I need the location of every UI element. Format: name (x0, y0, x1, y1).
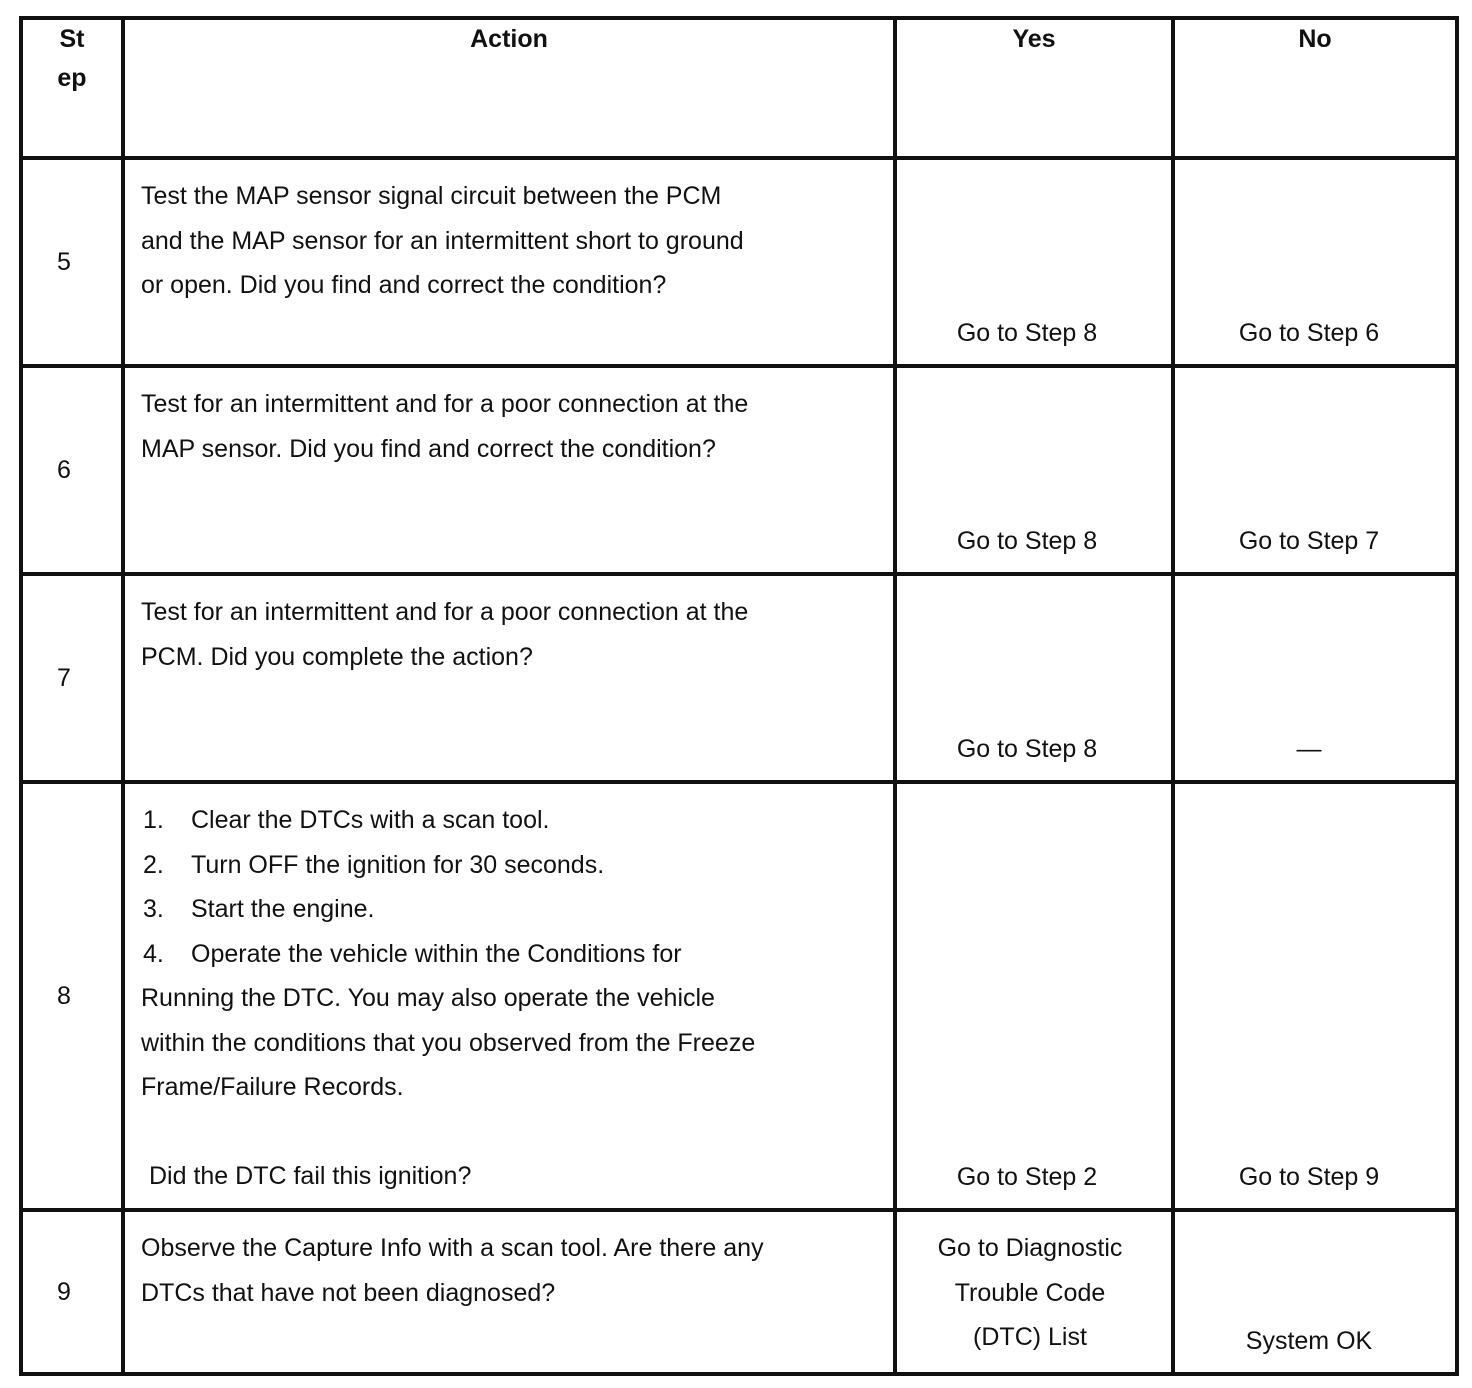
action-line: Test for an intermittent and for a poor connection at the (141, 390, 749, 418)
yes-line: Trouble Code (954, 1278, 1106, 1307)
table-row (21, 158, 1457, 366)
action-line: Test for an intermittent and for a poor connection at the (141, 598, 749, 626)
list-number: 4. (143, 939, 164, 968)
action-line: and the MAP sensor for an intermittent short to ground (141, 226, 744, 255)
step-number: 8 (21, 782, 123, 1210)
list-text: Clear the DTCs with a scan tool. (191, 806, 550, 834)
action-line: DTCs that have not been diagnosed? (141, 1278, 556, 1307)
action-line: MAP sensor. Did you find and correct the condition? (141, 434, 716, 463)
table-row (21, 366, 1457, 574)
list-item (141, 887, 893, 932)
list-number: 1. (143, 806, 164, 834)
table-row (21, 574, 1457, 782)
list-item (141, 843, 893, 888)
no-cell: System OK (1173, 1210, 1457, 1374)
yes-header: Yes (895, 18, 1173, 158)
step-header-line1: St (59, 25, 85, 53)
list-item (141, 798, 893, 843)
action-line: Running the DTC. You may also operate the vehicle (141, 984, 715, 1012)
step-number: 9 (21, 1210, 123, 1374)
list-item (141, 932, 893, 977)
yes-line: (DTC) List (973, 1323, 1087, 1351)
step-header-line2: ep (57, 64, 87, 92)
action-line: within the conditions that you observed from the Freeze (141, 1028, 756, 1057)
step-header (21, 18, 123, 158)
list-text: Turn OFF the ignition for 30 seconds. (191, 850, 605, 879)
yes-line: Go to Diagnostic (937, 1234, 1123, 1262)
no-cell: Go to Step 9 (1173, 782, 1457, 1210)
action-cell (123, 366, 895, 574)
step-number: 5 (21, 158, 123, 366)
no-cell: — (1173, 574, 1457, 782)
spacer (141, 1110, 893, 1155)
yes-cell: Go to Step 8 (895, 574, 1173, 782)
list-text: Start the engine. (191, 895, 375, 923)
yes-cell (895, 1210, 1173, 1374)
action-header: Action (123, 18, 895, 158)
action-cell (123, 782, 895, 1210)
action-line: or open. Did you find and correct the condition? (141, 271, 667, 299)
step-number: 6 (21, 366, 123, 574)
table-row (21, 782, 1457, 1210)
diagnostic-table (19, 16, 1459, 1376)
action-question: Did the DTC fail this ignition? (149, 1162, 472, 1190)
no-header: No (1173, 18, 1457, 158)
yes-cell: Go to Step 2 (895, 782, 1173, 1210)
list-text: Operate the vehicle within the Conditions for (191, 939, 682, 968)
no-cell: Go to Step 7 (1173, 366, 1457, 574)
action-line: Observe the Capture Info with a scan tool. Are there any (141, 1234, 764, 1262)
list-number: 3. (143, 895, 164, 923)
list-number: 2. (143, 850, 164, 879)
action-cell (123, 158, 895, 366)
yes-cell: Go to Step 8 (895, 366, 1173, 574)
step-number: 7 (21, 574, 123, 782)
action-line: PCM. Did you complete the action? (141, 642, 533, 671)
action-line: Test the MAP sensor signal circuit between the PCM (141, 182, 722, 210)
no-cell: Go to Step 6 (1173, 158, 1457, 366)
header-row (21, 18, 1457, 158)
action-cell (123, 574, 895, 782)
action-cell (123, 1210, 895, 1374)
action-line: Frame/Failure Records. (141, 1073, 404, 1101)
yes-cell: Go to Step 8 (895, 158, 1173, 366)
table-row (21, 1210, 1457, 1374)
